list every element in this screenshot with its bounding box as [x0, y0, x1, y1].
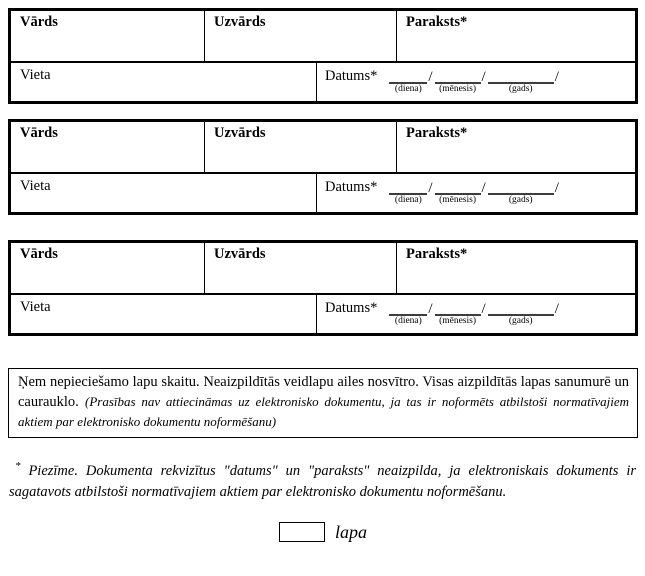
year-caption: (gads) [508, 316, 533, 326]
date-slash: / [554, 69, 559, 85]
date-label: Datums* [325, 179, 378, 195]
instructions-text: Ņem nepieciešamo lapu skaitu. Neaizpildītās veidlapu ailes nosvītro. Visas aizpildītās lapas sanumurē un caurauklo. [18, 374, 629, 410]
place-field-cell [11, 295, 317, 333]
year-blank [488, 301, 554, 327]
month-caption: (mēnesis) [439, 84, 476, 94]
signature-label: Paraksts* [406, 246, 468, 262]
instructions-box [8, 368, 638, 438]
name-label: Vārds [20, 14, 58, 30]
date-slash: / [554, 301, 559, 317]
month-blank [435, 69, 481, 95]
date-blanks [389, 300, 561, 327]
surname-label: Uzvārds [214, 14, 266, 30]
footnote-marker: * [15, 460, 21, 472]
name-label: Vārds [20, 246, 58, 262]
month-blank [435, 180, 481, 206]
date-blanks [389, 68, 561, 95]
day-blank [389, 301, 427, 327]
place-label: Vieta [20, 67, 51, 83]
date-label: Datums* [325, 300, 378, 316]
page-counter [8, 522, 638, 542]
footnote-text: Piezīme. Dokumenta rekvizītus "datums" un "paraksts" neaizpilda, ja elektroniskais dokuments ir sagatavots atbilstoši normatīvajiem aktiem par elektronisko dokumentu noformēšanu. [9, 462, 637, 500]
date-blanks [389, 179, 561, 206]
day-blank [389, 69, 427, 95]
month-blank [435, 301, 481, 327]
date-slash: / [481, 180, 486, 196]
date-slash: / [481, 301, 486, 317]
surname-field-cell [205, 122, 397, 172]
date-label: Datums* [325, 68, 378, 84]
day-underline [389, 301, 427, 316]
signature-block [8, 240, 638, 336]
month-underline [435, 69, 481, 84]
place-label: Vieta [20, 299, 51, 315]
bottom-row [11, 63, 635, 101]
header-row [11, 243, 635, 295]
day-blank [389, 180, 427, 206]
footnote [8, 456, 638, 503]
place-label: Vieta [20, 178, 51, 194]
header-row [11, 122, 635, 174]
surname-field-cell [205, 11, 397, 61]
day-underline [389, 69, 427, 84]
year-underline [488, 69, 554, 84]
signature-field-cell [397, 122, 635, 172]
bottom-row [11, 295, 635, 333]
signature-field-cell [397, 11, 635, 61]
year-underline [488, 301, 554, 316]
signature-label: Paraksts* [406, 125, 468, 141]
place-field-cell [11, 63, 317, 101]
month-caption: (mēnesis) [439, 195, 476, 205]
year-caption: (gads) [508, 195, 533, 205]
month-underline [435, 180, 481, 195]
surname-field-cell [205, 243, 397, 293]
date-field-cell [317, 63, 635, 101]
day-caption: (diena) [394, 195, 422, 205]
surname-label: Uzvārds [214, 125, 266, 141]
signature-field-cell [397, 243, 635, 293]
month-underline [435, 301, 481, 316]
year-blank [488, 69, 554, 95]
date-slash: / [428, 69, 433, 85]
signature-label: Paraksts* [406, 14, 468, 30]
year-caption: (gads) [508, 84, 533, 94]
name-label: Vārds [20, 125, 58, 141]
date-slash: / [554, 180, 559, 196]
year-underline [488, 180, 554, 195]
name-field-cell [11, 122, 205, 172]
date-slash: / [481, 69, 486, 85]
place-field-cell [11, 174, 317, 212]
day-underline [389, 180, 427, 195]
signature-block [8, 8, 638, 104]
instructions-exception-text: (Prasības nav attiecināmas uz elektronisko dokumentu, ja tas ir noformēts atbilstoši normatīvajiem aktiem par elektronisko dokumentu noformēšanu) [18, 394, 629, 429]
date-slash: / [428, 301, 433, 317]
header-row [11, 11, 635, 63]
year-blank [488, 180, 554, 206]
day-caption: (diena) [394, 316, 422, 326]
date-slash: / [428, 180, 433, 196]
name-field-cell [11, 11, 205, 61]
month-caption: (mēnesis) [439, 316, 476, 326]
signature-block [8, 119, 638, 215]
bottom-row [11, 174, 635, 212]
date-field-cell [317, 174, 635, 212]
date-field-cell [317, 295, 635, 333]
name-field-cell [11, 243, 205, 293]
surname-label: Uzvārds [214, 246, 266, 262]
day-caption: (diena) [394, 84, 422, 94]
page-number-box [279, 522, 325, 542]
page-counter-label: lapa [334, 521, 367, 542]
